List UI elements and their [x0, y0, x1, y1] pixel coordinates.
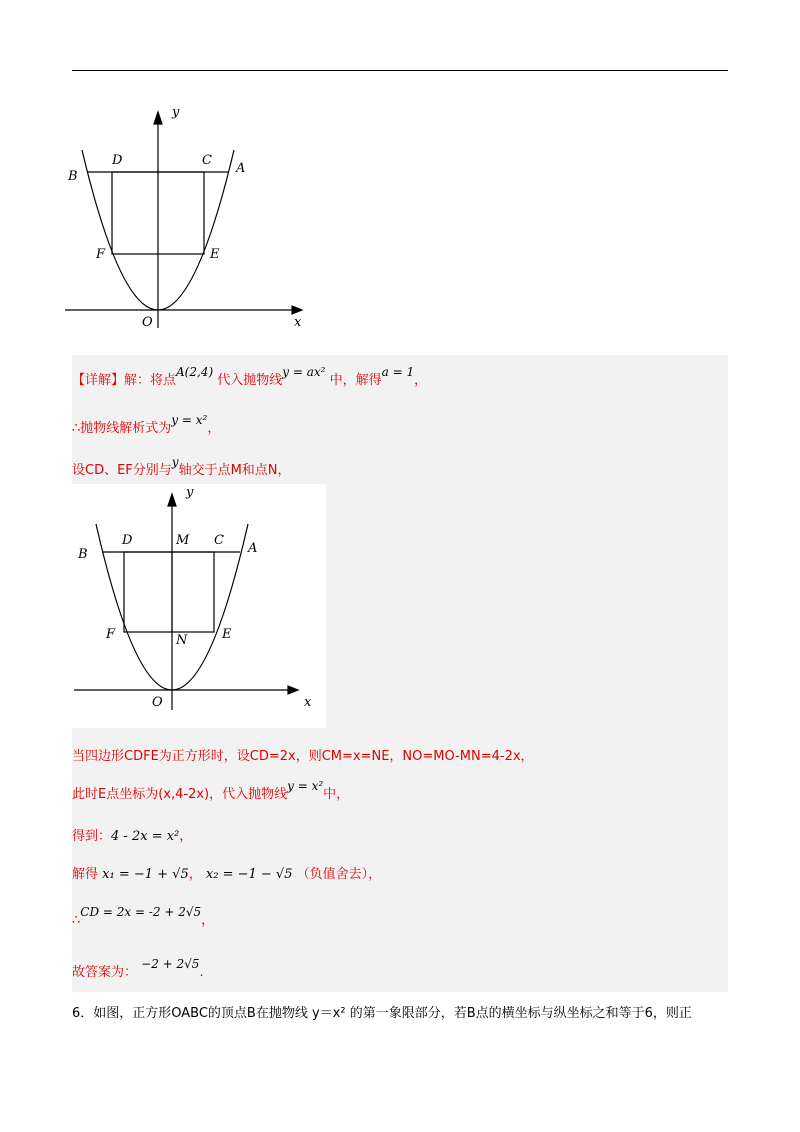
solution-line-5: 此时E点坐标为(x,4-2x)，代入抛物线y = x²中， [72, 779, 350, 802]
solution-line-8: ∴CD = 2x = -2 + 2√5， [72, 905, 215, 928]
label-c: C [214, 533, 224, 548]
label-f: F [96, 247, 106, 262]
solution-line-3: 设CD、EF分别与y轴交于点M和点N， [72, 455, 291, 478]
x-axis-arrow [288, 686, 298, 694]
solution-line-6: 得到：4 - 2x = x²， [72, 829, 193, 844]
label-d: D [112, 153, 123, 168]
y-axis-arrow [154, 112, 162, 124]
label-o: O [152, 695, 163, 710]
label-e: E [222, 627, 232, 642]
x-axis-arrow [292, 306, 302, 314]
label-m: M [176, 533, 190, 548]
label-f: F [106, 627, 116, 642]
label-b: B [68, 169, 78, 184]
label-d: D [122, 533, 133, 548]
label-a: A [248, 541, 258, 556]
solution-line-2: ∴抛物线解析式为y = x²， [72, 413, 221, 436]
label-x: x [294, 315, 302, 330]
y-axis-arrow [168, 494, 176, 506]
label-c: C [202, 153, 212, 168]
header-rule [72, 70, 728, 71]
label-b: B [78, 547, 88, 562]
square-cdfe [124, 552, 214, 632]
label-n: N [176, 633, 188, 648]
label-x: x [304, 695, 312, 710]
question-6: 6．如图，正方形OABC的顶点B在抛物线 y＝x² 的第一象限部分，若B点的横坐标与纵坐标之和等于6，则正 [72, 1006, 692, 1021]
label-y: y [186, 485, 194, 500]
label-o: O [142, 315, 153, 330]
solution-line-9: 故答案为： −2 + 2√5. [72, 957, 204, 980]
parabola-figure-2 [72, 484, 326, 728]
solution-line-1: 【详解】解：将点A(2,4) 代入抛物线y = ax² 中，解得a = 1， [72, 365, 428, 388]
label-y: y [172, 105, 180, 120]
label-a: A [236, 161, 246, 176]
solution-line-7: 解得 x₁ = −1 + √5， x₂ = −1 − √5 （负值舍去）， [72, 867, 382, 882]
parabola-figure-1 [60, 98, 310, 338]
label-e: E [210, 247, 220, 262]
solution-line-4: 当四边形CDFE为正方形时，设CD=2x，则CM=x=NE，NO=MO-MN=4-2x， [72, 749, 534, 764]
